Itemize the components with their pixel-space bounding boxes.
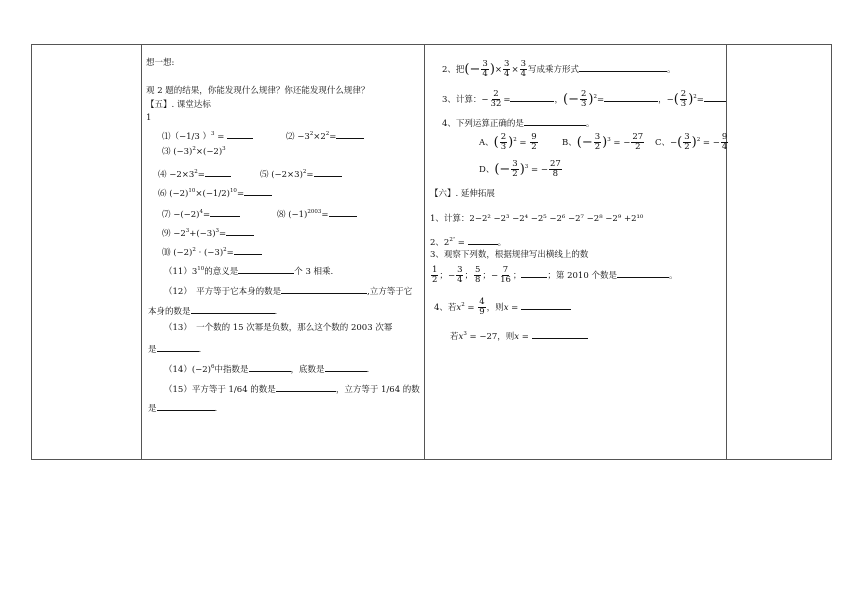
option-a[interactable]: A、( $\frac{2}{3}$ )$^2$ = $\frac{9}{2}$ [479, 132, 537, 152]
column-divider [726, 45, 727, 459]
answer-blank[interactable] [325, 363, 367, 372]
extension-1: 1、计算：2−2² −2³ −2⁴ −2⁵ −2⁶ −2⁷ −2⁸ −2⁹ +2¹⁰ [430, 214, 644, 224]
answer-blank[interactable] [524, 117, 586, 126]
question-12-line1: （12） 平方等于它本身的数是 ,立方等于它 [164, 287, 413, 297]
problem-6: ⑹ $(-2)^{10}\times(-1/2)^{10}=$ [158, 187, 272, 199]
question-3: 3、计算：− $\frac{2}{32}$ = ，(− $\frac{2}{3}$ )$^2$= ，−( $\frac{2}{3}$ )$^2$= [442, 90, 726, 109]
question-13-line1: （13） 一个数的 15 次幂是负数，那么这个数的 2003 次幂 [164, 323, 393, 333]
answer-blank[interactable] [579, 63, 667, 72]
answer-blank[interactable] [604, 93, 658, 102]
answer-blank[interactable] [157, 343, 199, 352]
answer-blank[interactable] [227, 130, 253, 139]
answer-blank[interactable] [704, 93, 726, 102]
section-5-title: 【五】. 课堂达标 [146, 100, 211, 110]
answer-blank[interactable] [210, 208, 240, 217]
option-b[interactable]: B、(− $\frac{3}{2}$ )$^3$ = − $\frac{27}{2}$ [562, 132, 644, 152]
answer-blank[interactable] [157, 402, 215, 411]
problem-5: ⑸ $(-2\times 3)^2=$ [260, 168, 342, 180]
question-2: 2、把(− $\frac{3}{4}$ )× $\frac{3}{4}$ × $\frac{3}{4}$ 写成乘方形式 。 [442, 59, 676, 79]
answer-blank[interactable] [314, 168, 342, 177]
extension-3: 3、观察下列数，根据规律写出横线上的数 [430, 250, 589, 260]
problem-4: ⑷ $-2\times 3^2=$ [158, 168, 231, 180]
answer-blank[interactable] [249, 363, 291, 372]
problem-7: ⑺ $-(-2)^4=$ [162, 208, 240, 220]
answer-blank[interactable] [468, 236, 498, 245]
problem-2: ⑵ $-3^2\times 2^2=$ [286, 130, 364, 142]
answer-blank[interactable] [521, 269, 547, 278]
question-15-line1: （15）平方等于 1/64 的数是 ，立方等于 1/64 的数 [164, 385, 420, 395]
answer-blank[interactable] [281, 285, 367, 294]
extension-3-sequence: $\frac{1}{2}$ ；− $\frac{3}{4}$ ； $\frac{5}{8}$ ；− $\frac{7}{16}$ ； ；第 2010 个数是 。 [432, 265, 678, 285]
extension-4a: 4、若$x^2$ = $\frac{4}{9}$ ，则x = [434, 298, 571, 317]
question-14: $(14)(-2)^6$中指数是 ，底数是 . [164, 364, 370, 375]
extension-2: 2、$2^{2^7}$ = 。 [430, 237, 507, 248]
answer-blank[interactable] [532, 330, 588, 339]
column-divider [141, 45, 142, 459]
section-6-title: 【六】. 延伸拓展 [430, 189, 495, 199]
think-heading: 想一想: [146, 58, 175, 68]
answer-blank[interactable] [191, 305, 275, 314]
answer-blank[interactable] [238, 265, 294, 274]
question-4: 4、下列运算正确的是 。 [442, 119, 595, 129]
answer-blank[interactable] [521, 301, 571, 310]
observe-text: 观 2 题的结果，你能发现什么规律？你还能发现什么规律？ [146, 86, 370, 96]
problem-10: ⑽ $(-2)^2 \cdot (-3)^2=$ [162, 246, 262, 258]
problem-8: ⑻ $(-1)^{2003}=$ [277, 208, 357, 220]
answer-blank[interactable] [510, 93, 554, 102]
answer-blank[interactable] [205, 168, 231, 177]
question-13-line2: 是 . [148, 345, 202, 355]
answer-blank[interactable] [234, 246, 262, 255]
option-d[interactable]: D、(− $\frac{3}{2}$ )$^3$ = − $\frac{27}{8}$ [479, 159, 561, 179]
answer-blank[interactable] [276, 383, 336, 392]
answer-blank[interactable] [336, 130, 364, 139]
question-12-line2: 本身的数是 . [148, 307, 278, 317]
answer-blank[interactable] [617, 269, 669, 278]
option-c[interactable]: C、−( $\frac{3}{2}$ )$^2$ = − $\frac{9}{4}$ [655, 132, 728, 152]
answer-blank[interactable] [329, 208, 357, 217]
problem-3: ⑶ $(-3)^2\times(-2)^3$ [162, 146, 226, 157]
problem-9: ⑼ $-2^3+(-3)^3=$ [162, 227, 254, 239]
extension-4b: 若$x^3 = -27$，则x = [450, 330, 588, 342]
answer-blank[interactable] [226, 227, 254, 236]
question-11: $(11)3^{10}$的意义是 个 3 相乘. [164, 266, 334, 277]
item-number: 1 [146, 113, 152, 123]
problem-1: ⑴（−1/3 ）$^3$ = [162, 130, 253, 142]
column-divider [424, 45, 425, 459]
question-15-line2: 是 . [148, 404, 218, 414]
answer-blank[interactable] [244, 187, 272, 196]
